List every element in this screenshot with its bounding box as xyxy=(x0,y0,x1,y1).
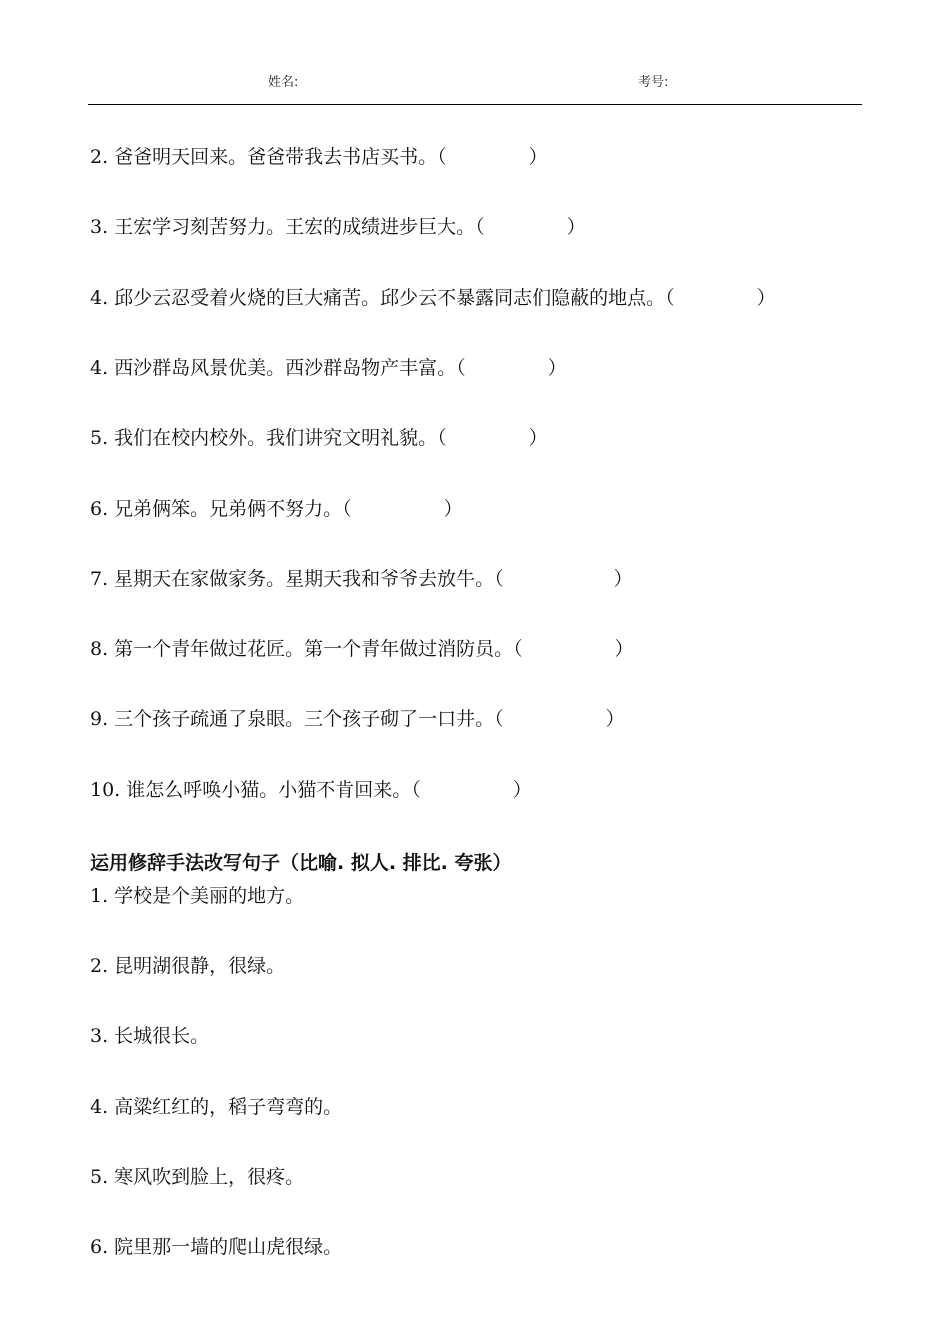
name-label: 姓名: xyxy=(268,75,299,90)
closing-paren: ） xyxy=(547,357,567,379)
closing-paren: ） xyxy=(756,287,776,309)
closing-paren: ） xyxy=(528,427,548,449)
exercise-text: 6. 兄弟俩笨。兄弟俩不努力。（ xyxy=(90,498,352,520)
exercise-item xyxy=(90,356,567,380)
exercise-item xyxy=(90,637,634,661)
exercise-text: 10. 谁怎么呼唤小猫。小猫不肯回来。（ xyxy=(90,779,421,801)
closing-paren: ） xyxy=(613,568,633,590)
exercise-item: 2. 昆明湖很静，很绿。 xyxy=(90,955,286,977)
header-divider xyxy=(88,104,862,105)
exercise-item xyxy=(90,215,586,239)
exercise-item: 1. 学校是个美丽的地方。 xyxy=(90,885,305,907)
exercise-text: 4. 西沙群岛风景优美。西沙群岛物产丰富。（ xyxy=(90,357,466,379)
exercise-text: 5. 我们在校内校外。我们讲究文明礼貌。（ xyxy=(90,427,447,449)
exercise-text: 3. 王宏学习刻苦努力。王宏的成绩进步巨大。（ xyxy=(90,216,485,238)
closing-paren: ） xyxy=(512,779,532,801)
closing-paren: ） xyxy=(605,708,625,730)
exercise-item: 4. 高粱红红的，稻子弯弯的。 xyxy=(90,1096,343,1118)
exercise-item xyxy=(90,145,548,169)
exercise-text: 2. 爸爸明天回来。爸爸带我去书店买书。（ xyxy=(90,146,447,168)
exercise-text: 7. 星期天在家做家务。星期天我和爷爷去放牛。（ xyxy=(90,568,504,590)
exercise-item: 6. 院里那一墙的爬山虎很绿。 xyxy=(90,1236,343,1258)
closing-paren: ） xyxy=(443,498,463,520)
exercise-item: 5. 寒风吹到脸上，很疼。 xyxy=(90,1166,305,1188)
section-heading: 运用修辞手法改写句子（比喻. 拟人. 排比. 夸张） xyxy=(90,852,512,874)
exercise-text: 8. 第一个青年做过花匠。第一个青年做过消防员。（ xyxy=(90,638,523,660)
exercise-text: 4. 邱少云忍受着火烧的巨大痛苦。邱少云不暴露同志们隐蔽的地点。（ xyxy=(90,287,675,309)
exercise-item: 3. 长城很长。 xyxy=(90,1025,210,1047)
exercise-item xyxy=(90,707,625,731)
closing-paren: ） xyxy=(566,216,586,238)
exercise-item xyxy=(90,497,463,521)
exercise-text: 9. 三个孩子疏通了泉眼。三个孩子砌了一口井。（ xyxy=(90,708,504,730)
exercise-item xyxy=(90,567,633,591)
exercise-item xyxy=(90,286,776,310)
exam-number-label: 考号: xyxy=(638,75,669,90)
exercise-item xyxy=(90,778,532,802)
closing-paren: ） xyxy=(528,146,548,168)
closing-paren: ） xyxy=(614,638,634,660)
exercise-item xyxy=(90,426,548,450)
